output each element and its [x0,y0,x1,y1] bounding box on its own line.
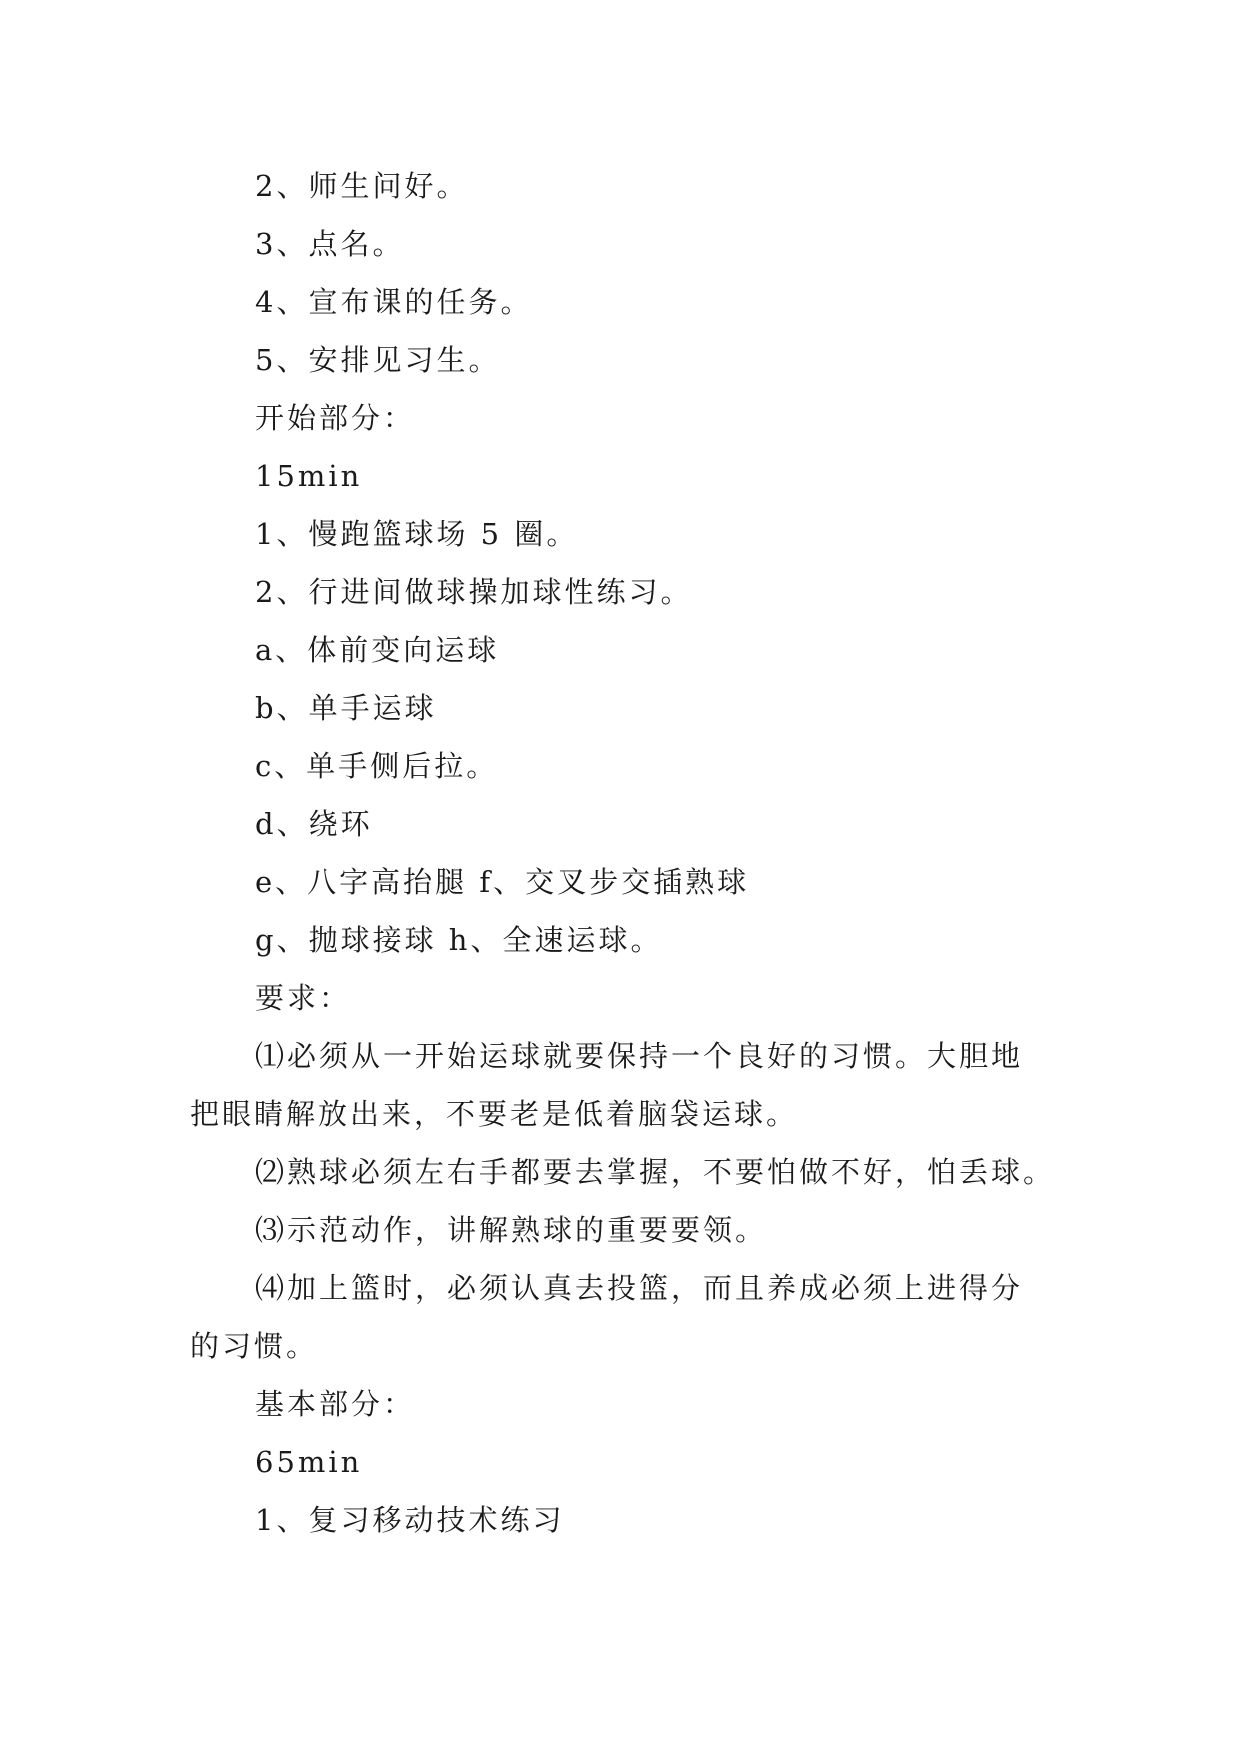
section-duration-basic: 65min [255,1445,363,1479]
requirements-heading: 要求： [255,981,352,1015]
section-heading-basic: 基本部分： [255,1387,416,1421]
requirement-2: ⑵熟球必须左右手都要去掌握，不要怕做不好，怕丢球。 [255,1155,1056,1189]
requirement-3: ⑶示范动作，讲解熟球的重要要领。 [255,1213,768,1247]
movement-review-line: 1、复习移动技术练习 [255,1503,565,1537]
section-heading-start: 开始部分： [255,401,416,435]
jogging-line: 1、慢跑篮球场 5 圈。 [255,517,579,551]
drill-item-a: a、体前变向运球 [255,633,500,667]
ball-exercise-line: 2、行进间做球操加球性练习。 [255,575,693,609]
task-announcement-line: 4、宣布课的任务。 [255,285,533,319]
roll-call-line: 3、点名。 [255,227,405,261]
section-duration-start: 15min [255,459,363,493]
drill-item-d: d、绕环 [255,807,373,841]
requirement-1-line-1: ⑴必须从一开始运球就要保持一个良好的习惯。大胆地 [255,1039,1024,1073]
observer-arrangement-line: 5、安排见习生。 [255,343,501,377]
drill-item-e-f: e、八字高抬腿 f、交叉步交插熟球 [255,865,750,899]
requirement-1-line-2: 把眼睛解放出来，不要老是低着脑袋运球。 [190,1097,799,1131]
drill-item-b: b、单手运球 [255,691,437,725]
requirement-4-line-2: 的习惯。 [190,1329,319,1363]
requirement-4-line-1: ⑷加上篮时，必须认真去投篮，而且养成必须上进得分 [255,1271,1024,1305]
drill-item-c: c、单手侧后拉。 [255,749,499,783]
greeting-line: 2、师生问好。 [255,169,469,203]
drill-item-g-h: g、抛球接球 h、全速运球。 [255,923,663,957]
